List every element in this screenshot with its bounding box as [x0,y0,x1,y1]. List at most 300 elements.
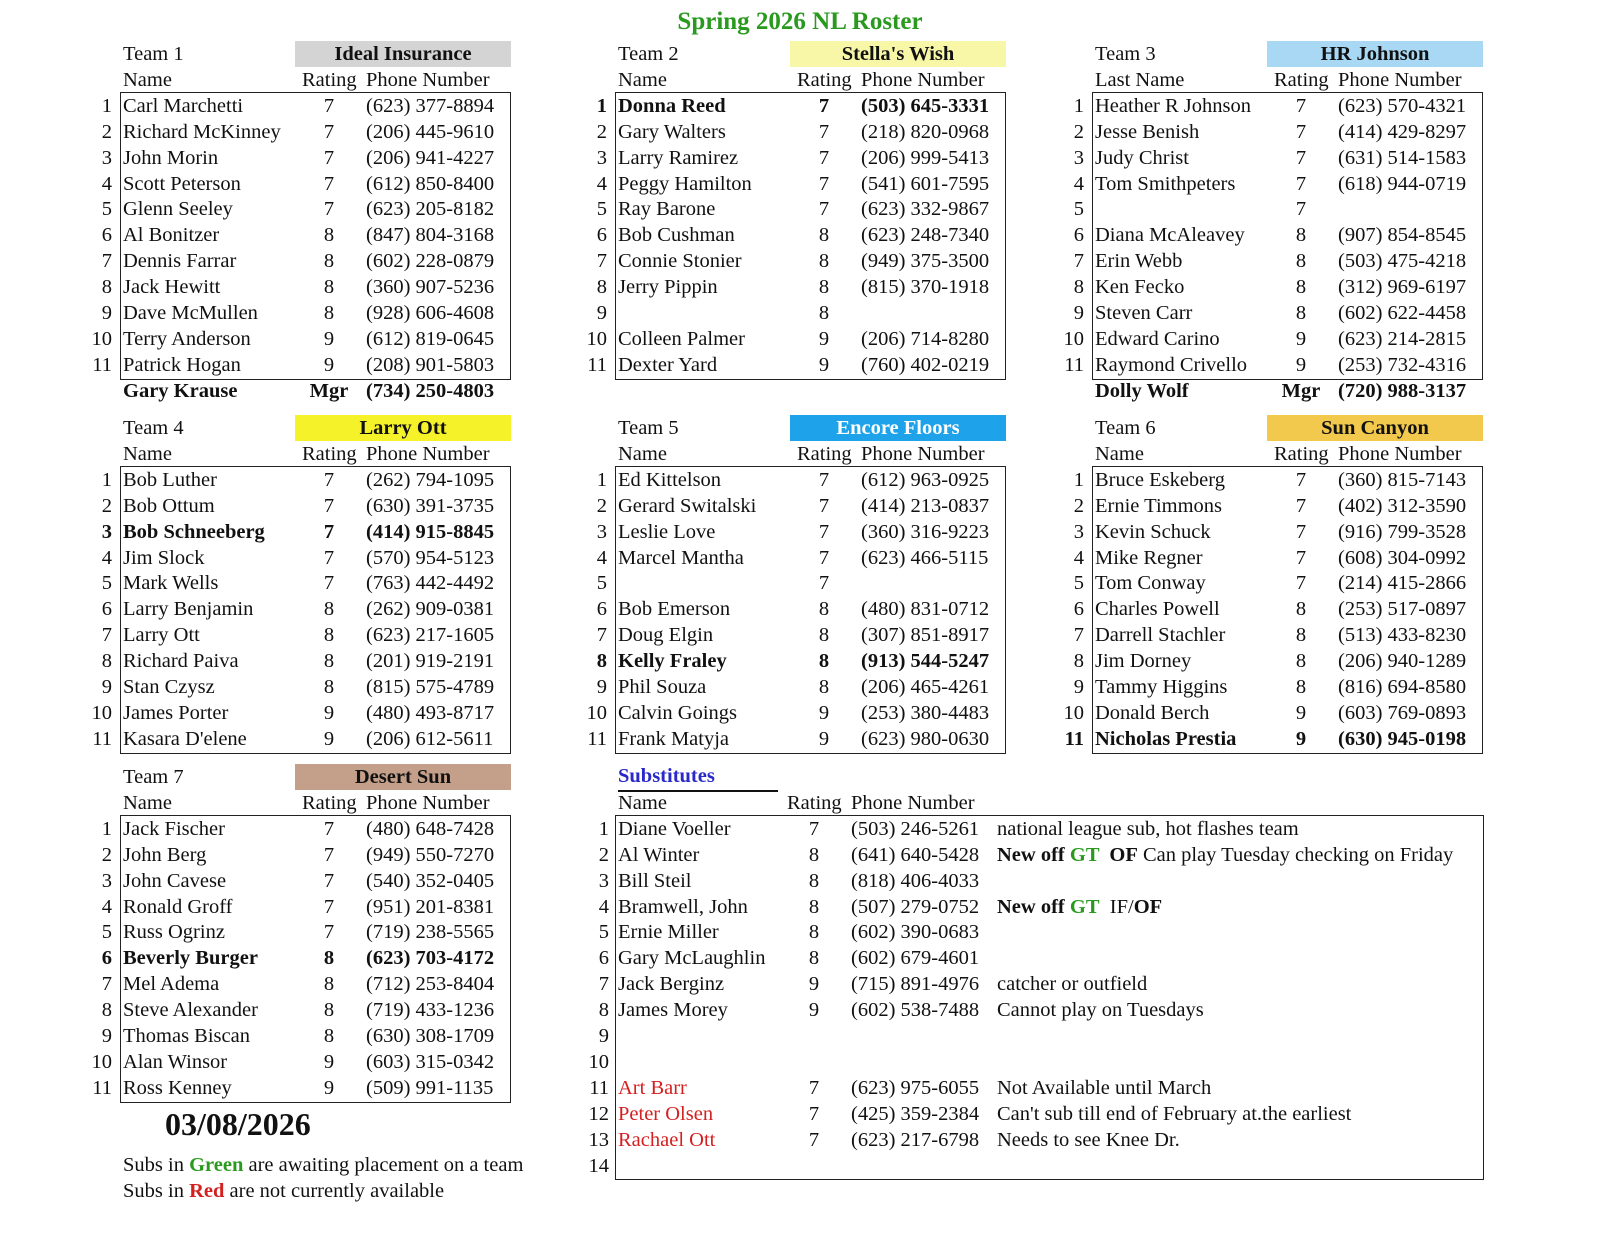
player-name: Kasara D'elene [123,727,247,750]
player-phone: (949) 550-7270 [366,843,495,866]
team-label: Team 4 [123,417,184,439]
team-sponsor-banner: Stella's Wish [790,41,1006,67]
row-number: 4 [596,546,607,569]
table-row [90,674,530,700]
substitute-note [997,816,1299,842]
player-rating: 7 [818,494,830,517]
player-name: Dennis Farrar [123,250,237,273]
team-block [90,764,530,1144]
substitute-row [585,1075,1485,1101]
player-name: Charles Powell [1095,598,1220,621]
player-phone: (815) 370-1918 [861,276,990,299]
player-phone: (206) 941-4227 [366,146,495,169]
substitute-phone: (602) 538-7488 [851,999,980,1022]
row-number: 10 [586,701,607,724]
row-number: 4 [101,172,112,195]
player-rating: 7 [1295,494,1307,517]
player-phone: (414) 915-8845 [366,520,495,543]
table-row [90,171,530,197]
row-number: 9 [101,1025,112,1047]
phone-column-header: Phone Number [851,791,975,814]
player-phone: (480) 831-0712 [861,598,990,621]
player-phone: (631) 514-1583 [1338,146,1467,169]
roster-date: 03/08/2026 [165,1106,311,1142]
row-number: 5 [598,921,609,944]
row-number: 7 [1073,624,1084,647]
player-rating: 8 [818,224,830,247]
team-block [1062,415,1502,795]
player-name: Larry Ott [123,624,200,647]
substitute-name: Bill Steil [618,869,692,892]
row-number: 5 [1073,572,1084,595]
player-phone: (630) 391-3735 [366,494,495,517]
player-phone: (623) 570-4321 [1338,94,1467,117]
legend-green-prefix: Subs in [123,1154,190,1176]
table-row [90,274,530,300]
player-name: Jim Dorney [1095,650,1192,673]
rating-column-header: Rating [302,68,357,91]
manager-row [1062,378,1502,404]
table-row [585,674,1025,700]
player-rating: 8 [323,250,335,273]
player-phone: (630) 308-1709 [366,1025,495,1047]
team-sponsor-banner: Desert Sun [295,764,511,790]
player-name: Calvin Goings [618,701,738,724]
team-label: Team 6 [1095,417,1156,439]
player-name: Nicholas Prestia [1095,727,1237,750]
player-phone: (602) 622-4458 [1338,302,1467,324]
substitute-note [997,842,1453,868]
player-phone: (360) 907-5236 [366,276,495,299]
player-rating: 7 [818,468,830,491]
substitute-name: Rachael Ott [618,1128,716,1151]
substitute-rating: 7 [808,1102,820,1125]
table-row [585,274,1025,300]
player-name: Erin Webb [1095,250,1183,273]
player-name: Tom Conway [1095,572,1206,595]
table-row [90,919,530,945]
team-label: Team 7 [123,766,184,788]
row-number: 1 [596,94,607,117]
player-phone: (816) 694-8580 [1338,676,1467,698]
player-rating: 8 [323,624,335,647]
player-phone: (480) 648-7428 [366,817,495,840]
rating-column-header: Rating [1274,442,1329,465]
substitute-note [997,894,1162,920]
team-sponsor-banner: Larry Ott [295,415,511,441]
substitutes-section [585,764,1485,1184]
table-row [90,622,530,648]
player-rating: 9 [818,727,830,750]
row-number: 3 [1073,520,1084,543]
substitute-note [997,1127,1180,1153]
table-row [585,726,1025,752]
row-number: 2 [101,120,112,143]
table-row [90,596,530,622]
substitute-name: Al Winter [618,843,700,866]
player-name: Phil Souza [618,676,707,698]
player-name: Terry Anderson [123,327,251,350]
player-rating: 9 [323,1076,335,1099]
player-phone: (253) 517-0897 [1338,598,1467,621]
player-rating: 7 [323,572,335,595]
substitute-row [585,894,1485,920]
player-phone: (951) 201-8381 [366,895,495,918]
player-rating: 9 [323,1050,335,1073]
player-rating: 8 [1295,250,1307,273]
table-row [585,300,1025,326]
row-number: 10 [1063,327,1084,350]
row-number: 9 [101,676,112,698]
row-number: 1 [598,817,609,840]
player-phone: (623) 217-1605 [366,624,495,647]
column-header-row [90,790,530,816]
player-name: Donna Reed [618,94,726,117]
legend-green-word: Green [189,1154,244,1176]
row-number: 5 [1073,198,1084,221]
player-phone: (570) 954-5123 [366,546,495,569]
substitute-name: Bramwell, John [618,895,748,918]
substitute-row [585,1153,1485,1179]
player-phone: (630) 945-0198 [1338,727,1467,750]
player-rating: 9 [818,327,830,350]
note-segment: New off [997,843,1070,866]
row-number: 2 [1073,494,1084,517]
table-row [585,171,1025,197]
rating-column-header: Rating [797,442,852,465]
player-phone: (206) 465-4261 [861,676,990,698]
legend-green [123,1152,523,1178]
table-row [1062,726,1502,752]
player-rating: 8 [323,676,335,698]
player-rating: 8 [1295,650,1307,673]
note-segment: IF/ [1099,895,1134,918]
table-row [1062,300,1502,326]
player-phone: (214) 415-2866 [1338,572,1467,595]
team-sponsor-banner: Ideal Insurance [295,41,511,67]
player-phone: (509) 991-1135 [366,1076,494,1099]
player-phone: (312) 969-6197 [1338,276,1467,299]
player-name: Leslie Love [618,520,716,543]
player-phone: (913) 544-5247 [861,650,990,673]
player-rating: 8 [323,947,335,970]
table-row [90,493,530,519]
table-row [1062,248,1502,274]
row-number: 8 [596,276,607,299]
column-header-row [1062,441,1502,467]
row-number: 4 [596,172,607,195]
substitute-row [585,971,1485,997]
player-name: Mike Regner [1095,546,1203,569]
player-rating: 8 [818,650,830,673]
table-row [585,222,1025,248]
column-header-row [585,441,1025,467]
substitute-name: Diane Voeller [618,817,731,840]
player-name: Richard McKinney [123,120,281,143]
row-number: 6 [596,598,607,621]
player-rating: 9 [323,327,335,350]
player-rating: 7 [323,520,335,543]
row-number: 7 [1073,250,1084,273]
player-rating: 8 [1295,598,1307,621]
player-name: Russ Ogrinz [123,921,225,944]
player-phone: (763) 442-4492 [366,572,495,595]
player-name: Ronald Groff [123,895,233,918]
row-number: 13 [588,1128,609,1151]
substitute-name: Gary McLaughlin [618,947,766,970]
row-number: 2 [596,494,607,517]
substitute-rating: 8 [808,895,820,918]
player-name: Ray Barone [618,198,716,221]
row-number: 6 [101,598,112,621]
table-row [1062,493,1502,519]
player-phone: (307) 851-8917 [861,624,990,647]
player-rating: 7 [323,120,335,143]
note-segment: New off [997,895,1070,918]
player-rating: 8 [818,624,830,647]
player-phone: (206) 999-5413 [861,146,990,169]
row-number: 10 [91,701,112,724]
substitute-rating: 7 [808,1128,820,1151]
substitute-phone: (503) 246-5261 [851,817,980,840]
player-name: Carl Marchetti [123,94,244,117]
row-number: 7 [596,624,607,647]
player-phone: (623) 332-9867 [861,198,990,221]
table-row [585,326,1025,352]
player-rating: 7 [1295,146,1307,169]
row-number: 3 [101,520,112,543]
player-phone: (760) 402-0219 [861,353,990,376]
player-name: Mark Wells [123,572,219,595]
row-number: 8 [101,999,112,1022]
player-rating: 7 [1295,94,1307,117]
row-number: 9 [596,676,607,698]
player-phone: (360) 316-9223 [861,520,990,543]
row-number: 3 [101,146,112,169]
row-number: 8 [101,650,112,673]
row-number: 9 [598,1025,609,1047]
table-row [90,894,530,920]
manager-phone: (734) 250-4803 [366,379,495,402]
note-segment: Can play Tuesday checking on Friday [1137,843,1454,866]
rating-column-header: Rating [787,791,842,814]
row-number: 4 [1073,172,1084,195]
player-name: Jack Fischer [123,817,225,840]
substitute-note [997,997,1204,1023]
name-column-header: Name [123,68,172,91]
row-number: 5 [596,198,607,221]
table-row [585,119,1025,145]
player-rating: 7 [1295,172,1307,195]
phone-column-header: Phone Number [1338,442,1462,465]
row-number: 10 [588,1050,609,1073]
row-number: 1 [101,817,112,840]
player-phone: (201) 919-2191 [366,650,495,673]
player-rating: 7 [323,546,335,569]
player-name: Kevin Schuck [1095,520,1211,543]
table-row [1062,171,1502,197]
team-label: Team 2 [618,43,679,65]
row-number: 1 [596,468,607,491]
row-number: 4 [1073,546,1084,569]
row-number: 8 [598,999,609,1022]
player-name: Dave McMullen [123,302,258,324]
player-name: Gary Walters [618,120,726,143]
table-row [1062,570,1502,596]
table-row [90,196,530,222]
manager-label: Mgr [309,379,349,402]
player-rating: 9 [323,353,335,376]
manager-name: Gary Krause [123,379,238,402]
phone-column-header: Phone Number [366,68,490,91]
row-number: 6 [598,947,609,970]
player-name: Bob Emerson [618,598,731,621]
name-column-header: Name [618,68,667,91]
player-name: Larry Ramirez [618,146,739,169]
player-name: Donald Berch [1095,701,1210,724]
substitute-phone: (715) 891-4976 [851,973,980,996]
team-label: Team 5 [618,417,679,439]
name-column-header: Name [123,791,172,814]
player-name: Steve Alexander [123,999,258,1022]
team-sponsor-banner: HR Johnson [1267,41,1483,67]
note-segment: Not Available until March [997,1076,1212,1099]
legend-red [123,1178,444,1204]
row-number: 5 [101,198,112,221]
table-row [585,622,1025,648]
table-row [585,493,1025,519]
rating-column-header: Rating [302,791,357,814]
team-block [585,41,1025,421]
player-name: Stan Czysz [123,676,215,698]
player-phone: (206) 714-8280 [861,327,990,350]
player-rating: 7 [1295,120,1307,143]
column-header-row [90,67,530,93]
player-rating: 8 [818,676,830,698]
table-row [1062,93,1502,119]
table-row [1062,596,1502,622]
player-rating: 7 [323,468,335,491]
table-row [90,997,530,1023]
note-segment: Cannot play on Tuesdays [997,999,1204,1022]
rating-column-header: Rating [1274,68,1329,91]
row-number: 7 [101,250,112,273]
player-name: Raymond Crivello [1095,353,1248,376]
player-name: Ross Kenney [123,1076,232,1099]
row-number: 12 [588,1102,609,1125]
player-rating: 8 [1295,224,1307,247]
player-rating: 8 [323,650,335,673]
row-number: 9 [596,302,607,324]
player-rating: 8 [1295,624,1307,647]
row-number: 9 [1073,676,1084,698]
table-row [90,326,530,352]
note-segment: OF [1099,843,1138,866]
player-phone: (847) 804-3168 [366,224,495,247]
player-rating: 7 [818,146,830,169]
table-row [1062,519,1502,545]
player-rating: 7 [1295,468,1307,491]
substitute-rating: 9 [808,973,820,996]
row-number: 4 [101,546,112,569]
player-phone: (360) 815-7143 [1338,468,1467,491]
substitutes-title: Substitutes [618,764,778,792]
player-phone: (414) 213-0837 [861,494,990,517]
player-rating: 7 [818,546,830,569]
table-row [90,1075,530,1101]
player-rating: 8 [323,224,335,247]
row-number: 11 [1064,727,1084,750]
substitute-row [585,997,1485,1023]
substitute-rating: 8 [808,869,820,892]
table-row [585,145,1025,171]
player-rating: 7 [323,895,335,918]
player-rating: 8 [818,302,830,324]
player-name: Thomas Biscan [123,1025,250,1047]
table-row [90,145,530,171]
table-row [90,519,530,545]
team-block [90,41,530,421]
team-label: Team 1 [123,43,184,65]
player-phone: (612) 819-0645 [366,327,495,350]
table-row [585,648,1025,674]
substitute-name: James Morey [618,999,728,1022]
player-phone: (218) 820-0968 [861,120,990,143]
player-rating: 7 [818,94,830,117]
table-row [585,196,1025,222]
player-rating: 9 [1295,353,1307,376]
substitute-note [997,971,1147,997]
player-rating: 7 [323,921,335,944]
row-number: 3 [1073,146,1084,169]
table-row [90,570,530,596]
player-phone: (541) 601-7595 [861,172,990,195]
table-row [585,545,1025,571]
player-phone: (414) 429-8297 [1338,120,1467,143]
table-row [585,352,1025,378]
table-row [90,1049,530,1075]
substitute-row [585,1101,1485,1127]
row-number: 10 [91,1050,112,1073]
substitute-phone: (507) 279-0752 [851,895,980,918]
phone-column-header: Phone Number [366,442,490,465]
player-rating: 8 [323,276,335,299]
substitute-rating: 7 [808,1076,820,1099]
substitute-rating: 8 [808,921,820,944]
team-block [1062,41,1502,421]
table-row [90,700,530,726]
player-name: Ken Fecko [1095,276,1185,299]
row-number: 7 [596,250,607,273]
name-column-header: Last Name [1095,68,1185,91]
player-name: Diana McAleavey [1095,224,1245,247]
row-number: 2 [596,120,607,143]
table-row [585,93,1025,119]
player-rating: 9 [818,701,830,724]
player-name: Al Bonitzer [123,224,220,247]
table-row [585,467,1025,493]
phone-column-header: Phone Number [861,68,985,91]
player-phone: (712) 253-8404 [366,973,495,996]
row-number: 14 [588,1154,609,1177]
substitute-row [585,1023,1485,1049]
row-number: 2 [101,494,112,517]
player-phone: (262) 909-0381 [366,598,495,621]
player-phone: (623) 205-8182 [366,198,495,221]
phone-column-header: Phone Number [1338,68,1462,91]
table-row [1062,467,1502,493]
note-segment: GT [1069,843,1100,866]
